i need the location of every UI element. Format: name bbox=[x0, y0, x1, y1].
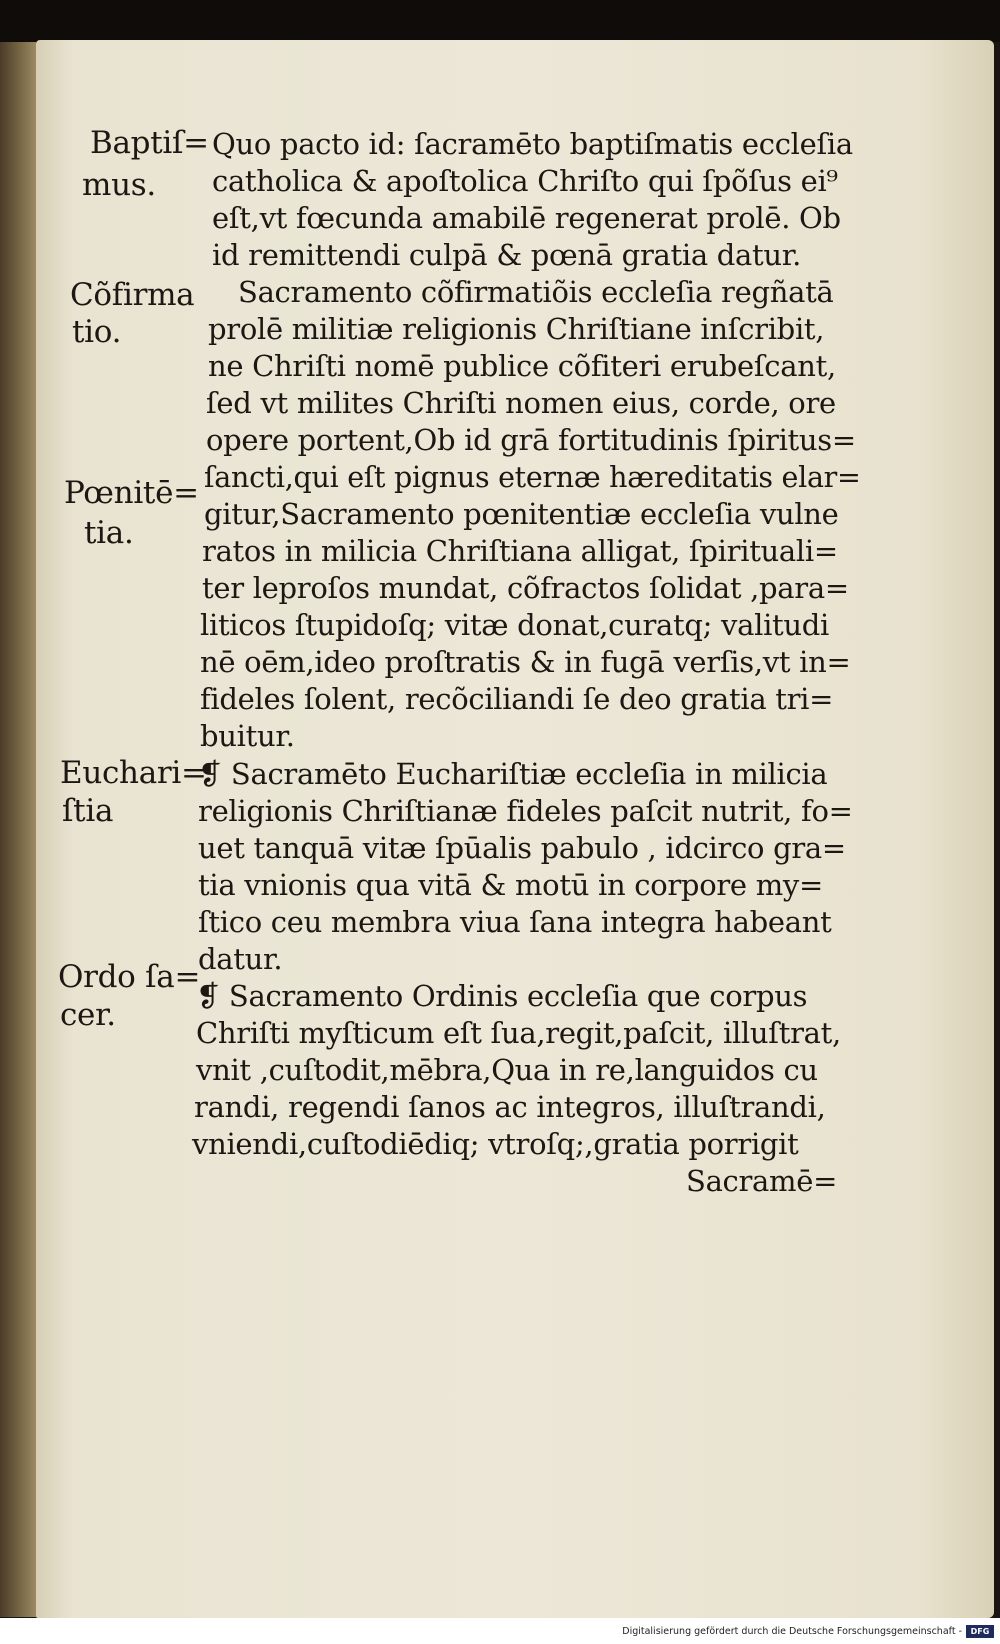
margin-note-poenitentia-2: tia. bbox=[84, 515, 134, 551]
text-line: catholica & apoſtolica Chriſto qui ſpõſus ei⁹ bbox=[212, 164, 838, 198]
margin-note-baptismus-1: Baptiſ= bbox=[90, 125, 209, 161]
text-line: Quo pacto id: ſacramēto baptiſmatis eccleſia bbox=[212, 127, 853, 161]
text-line: tia vnionis qua vitā & motū in corpore my= bbox=[198, 868, 823, 902]
margin-note-baptismus-2: mus. bbox=[82, 167, 156, 203]
text-line: ne Chriſti nomē publice cõfiteri erubeſcant, bbox=[208, 349, 836, 383]
text-line: liticos ſtupidoſq; vitæ donat,curatq; valitudi bbox=[200, 608, 830, 642]
margin-note-eucharistia-2: ſtia bbox=[62, 793, 114, 829]
margin-note-ordo-2: cer. bbox=[60, 997, 116, 1033]
scan-top-edge bbox=[0, 0, 1000, 42]
text-line: vnit ,cuſtodit,mēbra,Qua in re,languidos cu bbox=[196, 1053, 818, 1087]
text-line: datur. bbox=[198, 942, 283, 976]
catchword: Sacramē= bbox=[686, 1164, 838, 1198]
text-line: Sacramento cõfirmatiõis eccleſia regñatā bbox=[238, 275, 834, 309]
text-line: nē oēm,ideo proſtratis & in fugā verſis,vt in= bbox=[200, 645, 851, 679]
margin-note-eucharistia-1: Euchari= bbox=[60, 755, 207, 791]
margin-note-poenitentia-1: Pœnitē= bbox=[64, 475, 199, 511]
text-line: ſed vt milites Chriſti nomen eius, corde, ore bbox=[206, 386, 836, 420]
text-line: gitur,Sacramento pœnitentiæ eccleſia vulne bbox=[204, 497, 839, 531]
text-line: uet tanquā vitæ ſpūalis pabulo , idcirco gra= bbox=[198, 831, 846, 865]
text-line: id remittendi culpā & pœnā gratia datur. bbox=[212, 238, 802, 272]
margin-note-confirmatio-2: tio. bbox=[72, 314, 122, 350]
text-line: ratos in milicia Chriſtiana alligat, ſpirituali= bbox=[202, 534, 838, 568]
text-line: opere portent,Ob id grā fortitudinis ſpiritus= bbox=[206, 423, 856, 457]
text-line: Chriſti myſticum eſt ſua,regit,paſcit, illuſtrat, bbox=[196, 1016, 841, 1050]
dfg-logo: DFG bbox=[966, 1625, 994, 1638]
text-line: eſt,vt fœcunda amabilē regenerat prolē. Ob bbox=[212, 201, 841, 235]
text-line: randi, regendi ſanos ac integros, illuſtrandi, bbox=[194, 1090, 826, 1124]
funding-credit: Digitalisierung gefördert durch die Deutsche Forschungsgemeinschaft - bbox=[622, 1626, 962, 1637]
text-line: ſancti,qui eſt pignus eternæ hæreditatis elar= bbox=[204, 460, 861, 494]
text-line: ❡ Sacramento Ordinis eccleſia que corpus bbox=[196, 979, 808, 1013]
text-line: religionis Chriſtianæ fideles paſcit nutrit, fo= bbox=[198, 794, 853, 828]
text-line: fideles ſolent, recõciliandi ſe deo gratia tri= bbox=[200, 682, 834, 716]
text-line: ❡ Sacramēto Euchariſtiæ eccleſia in milicia bbox=[198, 757, 828, 791]
text-line: buitur. bbox=[200, 719, 295, 753]
book-spine bbox=[0, 42, 36, 1617]
margin-note-confirmatio-1: Cõfirma bbox=[70, 277, 195, 313]
margin-note-ordo-1: Ordo ſa= bbox=[58, 959, 201, 995]
text-line: ſtico ceu membra viua ſana integra habeant bbox=[198, 905, 832, 939]
text-line: vniendi,cuſtodiēdiq; vtroſq;,gratia porrigit bbox=[192, 1127, 799, 1161]
text-line: ter leproſos mundat, cõfractos ſolidat ,para= bbox=[202, 571, 849, 605]
text-line: prolē militiæ religionis Chriſtiane inſcribit, bbox=[208, 312, 825, 346]
